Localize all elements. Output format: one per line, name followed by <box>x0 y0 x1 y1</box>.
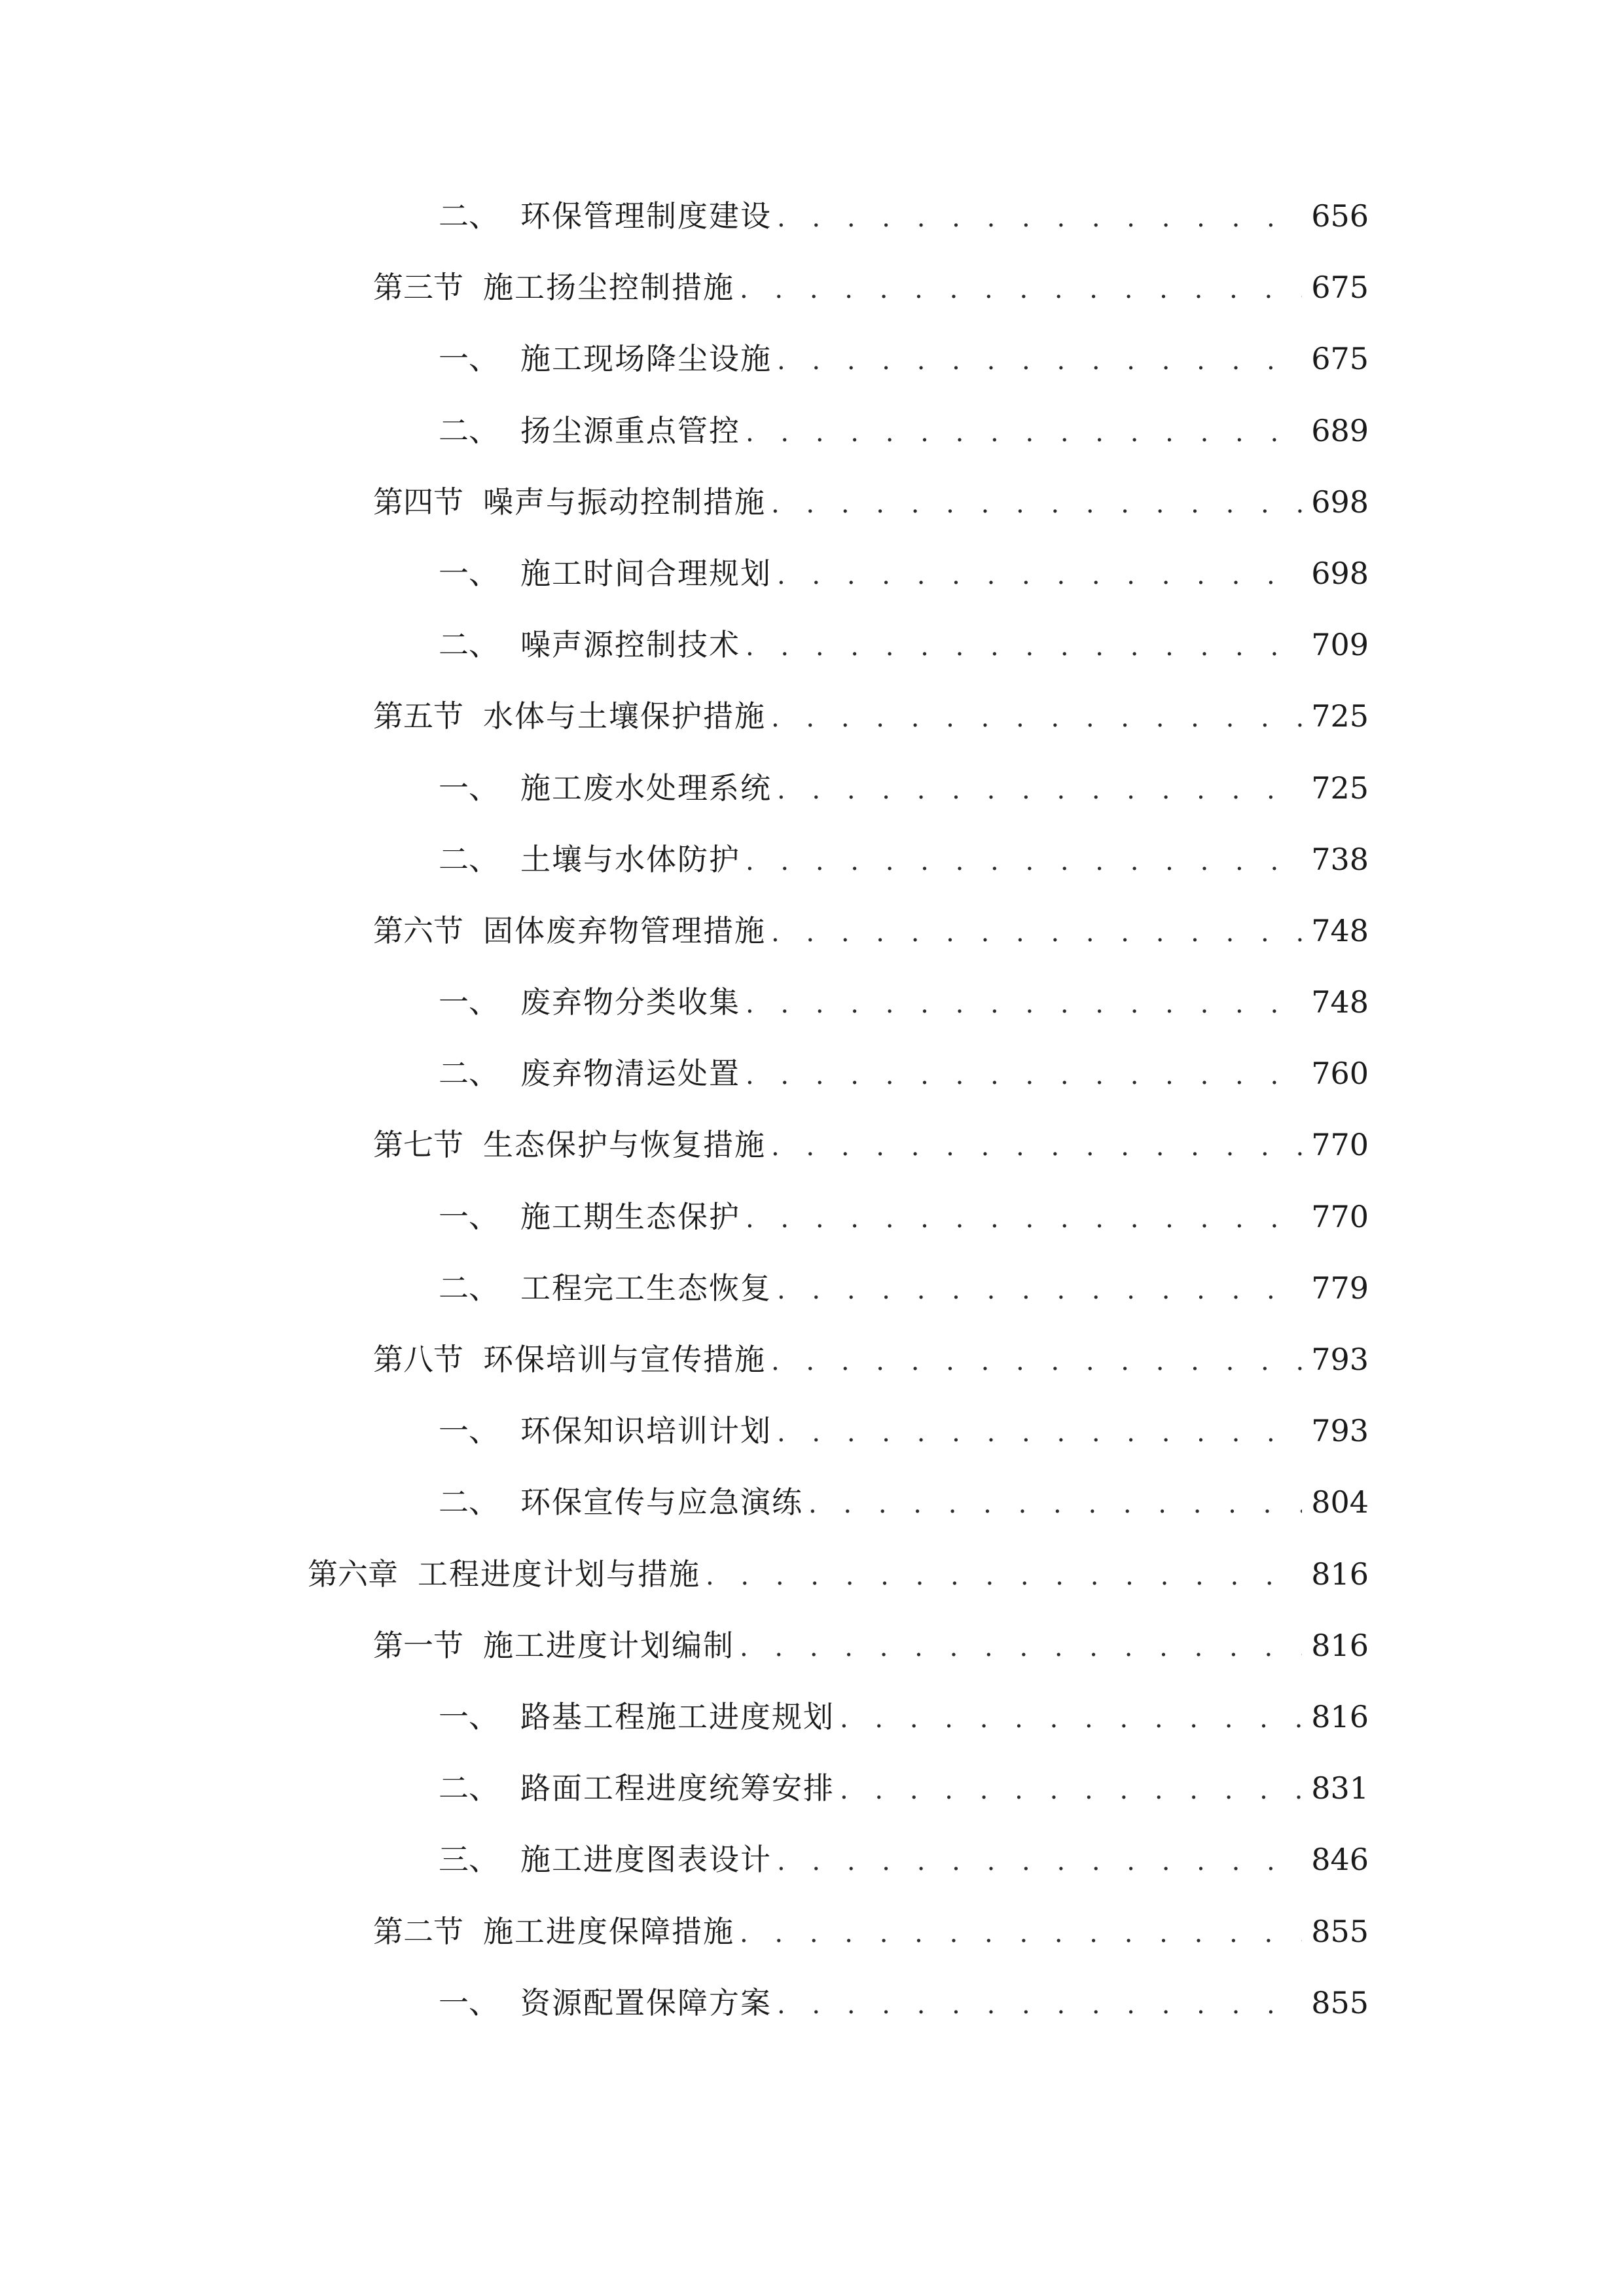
toc-entry-title: 噪声源控制技术 <box>520 627 740 663</box>
dot-leader <box>771 897 1302 969</box>
toc-entry-page-number: 816 <box>1311 1698 1369 1734</box>
toc-entry-item[interactable] <box>0 1967 1624 2039</box>
toc-entry-item[interactable] <box>0 395 1624 467</box>
dot-leader <box>777 755 1302 826</box>
dot-leader <box>777 183 1302 254</box>
dot-leader <box>740 1898 1302 1969</box>
dot-leader <box>706 1541 1302 1612</box>
toc-entry-page-number: 675 <box>1311 341 1369 377</box>
dot-leader <box>777 1826 1302 1897</box>
toc-entry-item[interactable] <box>0 609 1624 681</box>
toc-entry-page-number: 725 <box>1311 770 1369 806</box>
toc-entry-number: 三、 <box>439 1842 499 1878</box>
toc-entry-number: 二、 <box>439 627 499 663</box>
toc-entry-page-number: 675 <box>1311 270 1369 306</box>
toc-entry-section[interactable] <box>0 681 1624 752</box>
dot-leader <box>777 1397 1302 1469</box>
dot-leader <box>740 254 1302 325</box>
toc-entry-section[interactable] <box>0 1896 1624 1967</box>
toc-entry-number: 一、 <box>439 1698 499 1734</box>
dot-leader <box>840 1683 1302 1755</box>
dot-leader <box>746 969 1302 1040</box>
dot-leader <box>746 397 1302 469</box>
dot-leader <box>777 540 1302 611</box>
dot-leader <box>771 683 1302 754</box>
toc-entry-number: 第七节 <box>373 1127 463 1163</box>
toc-entry-number: 第八节 <box>373 1342 463 1377</box>
toc-entry-title: 施工进度保障措施 <box>483 1913 734 1949</box>
toc-entry-title: 生态保护与恢复措施 <box>483 1127 766 1163</box>
toc-entry-section[interactable] <box>0 895 1624 967</box>
toc-entry-section[interactable] <box>0 1109 1624 1181</box>
toc-entry-number: 一、 <box>439 341 499 377</box>
toc-entry-page-number: 725 <box>1311 698 1369 734</box>
toc-entry-title: 扬尘源重点管控 <box>520 412 740 448</box>
toc-entry-title: 路基工程施工进度规划 <box>520 1698 835 1734</box>
dot-leader <box>746 1040 1302 1111</box>
toc-entry-number: 二、 <box>439 198 499 234</box>
toc-entry-page-number: 698 <box>1311 484 1369 520</box>
toc-entry-section[interactable] <box>0 467 1624 538</box>
toc-entry-number: 二、 <box>439 412 499 448</box>
toc-entry-item[interactable] <box>0 753 1624 824</box>
toc-entry-number: 第一节 <box>373 1627 463 1663</box>
toc-entry-item[interactable] <box>0 1181 1624 1253</box>
toc-entry-title: 施工进度图表设计 <box>520 1842 772 1878</box>
toc-entry-title: 噪声与振动控制措施 <box>483 484 766 520</box>
toc-entry-title: 环保宣传与应急演练 <box>520 1484 803 1520</box>
toc-entry-number: 二、 <box>439 1056 499 1092</box>
toc-entry-page-number: 804 <box>1311 1484 1369 1520</box>
toc-entry-item[interactable] <box>0 1681 1624 1753</box>
dot-leader <box>740 1612 1302 1683</box>
toc-entry-chapter[interactable] <box>0 1539 1624 1610</box>
toc-entry-title: 施工进度计划编制 <box>483 1627 734 1663</box>
toc-entry-item[interactable] <box>0 1253 1624 1324</box>
toc-entry-section[interactable] <box>0 1324 1624 1395</box>
dot-leader <box>771 1326 1302 1397</box>
toc-entry-item[interactable] <box>0 181 1624 252</box>
toc-entry-page-number: 855 <box>1311 1913 1369 1949</box>
toc-entry-title: 资源配置保障方案 <box>520 1984 772 2020</box>
toc-entry-page-number: 748 <box>1311 984 1369 1020</box>
toc-entry-title: 环保知识培训计划 <box>520 1413 772 1449</box>
toc-entry-title: 水体与土壤保护措施 <box>483 698 766 734</box>
toc-entry-page-number: 816 <box>1311 1556 1369 1592</box>
dot-leader <box>746 1183 1302 1255</box>
toc-entry-title: 废弃物分类收集 <box>520 984 740 1020</box>
toc-entry-item[interactable] <box>0 824 1624 895</box>
toc-entry-item[interactable] <box>0 1038 1624 1109</box>
toc-entry-number: 第六节 <box>373 912 463 948</box>
toc-entry-title: 施工时间合理规划 <box>520 555 772 591</box>
toc-entry-page-number: 831 <box>1311 1770 1369 1806</box>
dot-leader <box>777 1969 1302 2041</box>
toc-entry-page-number: 738 <box>1311 841 1369 877</box>
toc-entry-page-number: 793 <box>1311 1413 1369 1449</box>
toc-entry-item[interactable] <box>0 1395 1624 1467</box>
toc-entry-page-number: 770 <box>1311 1198 1369 1234</box>
dot-leader <box>840 1755 1302 1826</box>
toc-entry-page-number: 816 <box>1311 1627 1369 1663</box>
toc-entry-page-number: 793 <box>1311 1342 1369 1377</box>
toc-entry-number: 二、 <box>439 1484 499 1520</box>
toc-entry-page-number: 709 <box>1311 627 1369 663</box>
toc-entry-page-number: 846 <box>1311 1842 1369 1878</box>
toc-entry-title: 工程进度计划与措施 <box>418 1556 700 1592</box>
toc-entry-number: 一、 <box>439 1413 499 1449</box>
toc-entry-page-number: 779 <box>1311 1270 1369 1306</box>
toc-entry-number: 第三节 <box>373 270 463 306</box>
toc-entry-number: 第四节 <box>373 484 463 520</box>
toc-entry-page-number: 698 <box>1311 555 1369 591</box>
toc-entry-number: 第二节 <box>373 1913 463 1949</box>
table-of-contents <box>0 181 1624 2039</box>
toc-entry-title: 施工扬尘控制措施 <box>483 270 734 306</box>
toc-entry-number: 二、 <box>439 841 499 877</box>
toc-entry-title: 土壤与水体防护 <box>520 841 740 877</box>
toc-entry-number: 一、 <box>439 770 499 806</box>
toc-entry-number: 第六章 <box>308 1556 398 1592</box>
toc-entry-item[interactable] <box>0 967 1624 1038</box>
toc-entry-number: 二、 <box>439 1270 499 1306</box>
dot-leader <box>746 826 1302 897</box>
toc-entry-item[interactable] <box>0 1824 1624 1895</box>
toc-entry-item[interactable] <box>0 1753 1624 1824</box>
toc-entry-page-number: 770 <box>1311 1127 1369 1163</box>
toc-entry-title: 固体废弃物管理措施 <box>483 912 766 948</box>
toc-entry-title: 废弃物清运处置 <box>520 1056 740 1092</box>
toc-entry-title: 环保管理制度建设 <box>520 198 772 234</box>
toc-entry-page-number: 855 <box>1311 1984 1369 2020</box>
toc-entry-number: 一、 <box>439 555 499 591</box>
toc-entry-page-number: 656 <box>1311 198 1369 234</box>
dot-leader <box>777 1255 1302 1326</box>
dot-leader <box>771 469 1302 540</box>
toc-entry-title: 工程完工生态恢复 <box>520 1270 772 1306</box>
toc-entry-number: 二、 <box>439 1770 499 1806</box>
toc-entry-item[interactable] <box>0 538 1624 609</box>
toc-entry-page-number: 689 <box>1311 412 1369 448</box>
toc-entry-page-number: 748 <box>1311 912 1369 948</box>
toc-entry-section[interactable] <box>0 252 1624 323</box>
dot-leader <box>771 1111 1302 1183</box>
toc-entry-item[interactable] <box>0 323 1624 395</box>
toc-entry-number: 第五节 <box>373 698 463 734</box>
toc-entry-number: 一、 <box>439 1198 499 1234</box>
dot-leader <box>808 1469 1302 1540</box>
toc-entry-title: 环保培训与宣传措施 <box>483 1342 766 1377</box>
toc-entry-item[interactable] <box>0 1467 1624 1538</box>
toc-entry-number: 一、 <box>439 984 499 1020</box>
toc-entry-page-number: 760 <box>1311 1056 1369 1092</box>
dot-leader <box>777 325 1302 397</box>
toc-entry-section[interactable] <box>0 1610 1624 1681</box>
toc-entry-title: 施工废水处理系统 <box>520 770 772 806</box>
toc-entry-title: 施工期生态保护 <box>520 1198 740 1234</box>
toc-entry-number: 一、 <box>439 1984 499 2020</box>
toc-entry-title: 路面工程进度统筹安排 <box>520 1770 835 1806</box>
dot-leader <box>746 611 1302 683</box>
toc-entry-title: 施工现场降尘设施 <box>520 341 772 377</box>
